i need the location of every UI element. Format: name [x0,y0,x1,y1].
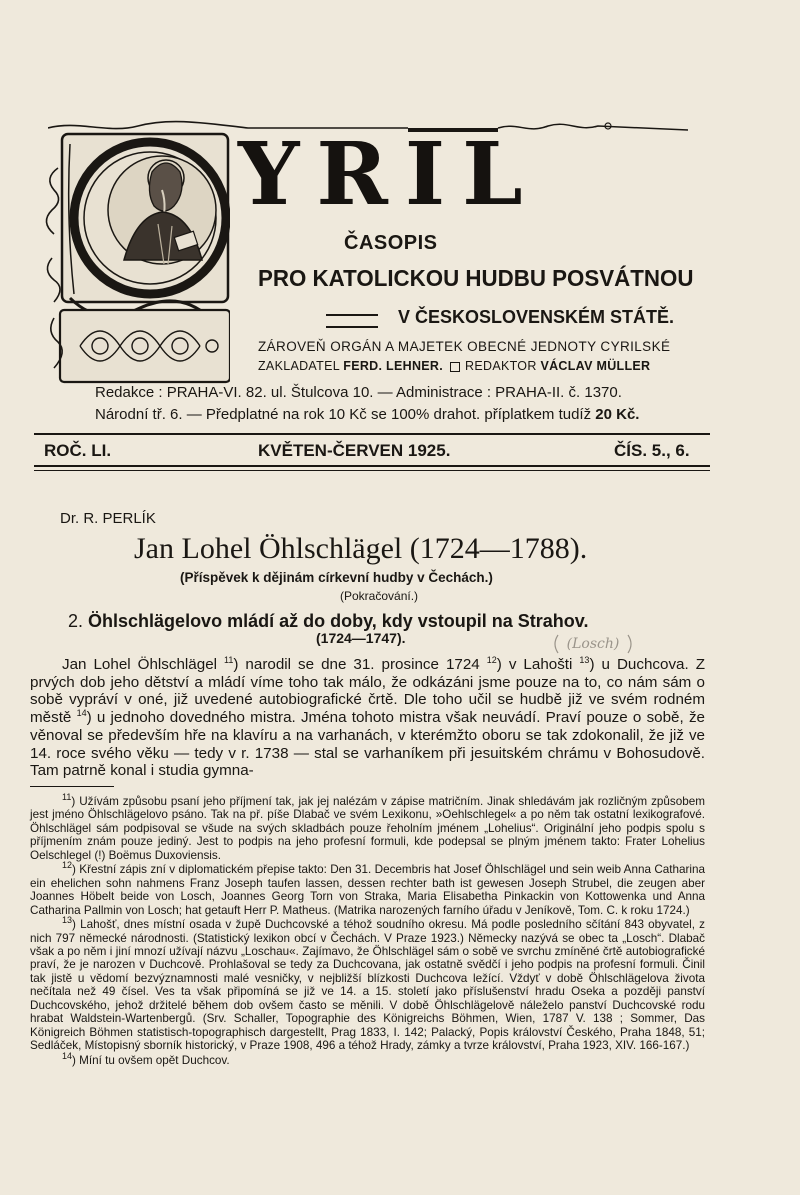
price-total: 20 Kč. [595,406,640,423]
footnote-11: $^{11}$) Užívám způsobu psaní jeho příjmení tak, jak jej nalézám v zápise matričním. Jinak shledávám jak rozličným způsobem jest jméno Öhlschlägelovo psáno. Tak na př. píše Dlabač ve svém Lexikonu, »Oehlschlegel« a po něm tak ostatní lexikografové. Öhlschlägel sám podpisoval se všude na svých skladbách pouze řeholním jménem „Lohelius“. Originální jeho podpis spolu s příjmením znám pouze jediný. Jest to podpis na jeho profesní formuli, kde podepsal se plným jménem takto: Frater Lohelius Oelschlegel (!) Boëmus Duxoviensis. [30,792,705,862]
founder-line [258,359,650,373]
article-title: Jan Lohel Öhlschlägel (1724—1788). [134,532,588,565]
text-run: ) u jednoho dovedného mistra. Jména tohoto mistra však neuvádí. Praví pouze o sobě, že věnoval se především hře na klavíru a na varhanách, v kterémžto oboru se tak zdokonalil, že již ve 14. roce svého věku — tedy v r. 1738 — stal se varhaníkem při jesuitském chrámu v Bohosudově. Tam patrně konal i studia gymna- [30,709,705,780]
organ-line: ZÁROVEŇ ORGÁN A MAJETEK OBECNÉ JEDNOTY CYRILSKÉ [258,339,671,354]
pencil-annotation [552,631,634,657]
footnote-ref: 11 [224,654,234,665]
footnote-ref: 12 [486,654,497,665]
footnote-text: Lahošť, dnes místní osada v župě Duchcovské a téhož soudního okresu. Má podle posledního sčítání 843 obyvatel, z nich 797 německé národnosti. (Statistický lexikon obcí v Čechách. V Praze 1923.) Německy nazývá se obec ta „Losch“. Dlabač však a po něm i jiní mnozí užívají názvu „Loschau«. Zajímavo, že Öhlschlägel sám o sobě ve svrchu zmíněné črtě autobiografické praví, že je narozen v Duchcově. Prohlašoval se tedy za Duchcovana, jak ostatně svědčí i jeho podpis na profesní formuli. Činil tak jistě u vědomí bezvýznamnosti malé vesničky, v nejbližší blízkosti Duchcova ležící. Vždyť v době Öhlschlägelova života nečítala než 49 čísel. Ves ta však připomíná se již ve 14. a 15. století jako příslušenství hradu Oseka a později panství Duchcovského, jehož držitelé během dob ovšem často se měnili. V době Öhlschlägelově náleželo panství Duchcovské rodu hrabat Waldstein-Wartenbergů. (Srv. Schaller, Topographie des Königreichs Böhmen, Wien, 1787 V. 138 ; Sommer, Das Königreich Böhmen statistisch-topographisch dargestellt, Prag 1833, I. 142; Palacký, Popis království Českého, Praha 1848, 51; Sedláček, Místopisný sborník historický, v Praze 1908, 496 a téhož Hrady, zámky a tvrze království, Praha 1923, XIV. 166-167.) [30,918,705,1053]
footnotes [30,792,706,1068]
footnote-text: Křestní zápis zní v diplomatickém přepise takto: Den 31. Decembris hat Josef Öhlschlägel und sein weib Anna Catharina ein ehelichen sohn nahmens Franz Joseph taufen lassen, dessen rechter bath ist gewesen Joseph Strubel, die zeugen aber Joannes Höbelt beide von Losch, Joannes Georg Torn von Straka, Maria Elisabetha Pinkackin von Kottowenka und Anna Catharina Pallmin von Losch; hat getauft Herr P. Matheus. (Matrika narozených farního úřadu v Jeníkově, Tom. C. k roku 1724.) [30,863,706,917]
text-run: ) narodil se dne 31. prosince 1724 [233,656,480,673]
issue-rule-top [34,433,710,435]
footnote-text: Užívám způsobu psaní jeho příjmení tak, jak jej nalézám v zápise matričním. Jinak shledávám jak rozličným způsobem jest jméno Öhlschlägelovo psáno. Tak na př. píše Dlabač ve svém Lexikonu, »Oehlschlegel« a po něm tak ostatní lexikografové. Öhlschlägel sám podpisoval se všude na svých skladbách pouze řeholním jménem „Lohelius“. Originální jeho podpis spolu s příjmením znám pouze jediný. Jest to podpis na jeho profesní formuli, kde podepsal se plným jménem takto: Frater Lohelius Oelschlegel (!) Boëmus Duxoviensis. [30,795,705,862]
footnote-ref: 13 [579,654,590,665]
journal-title-visible: YRIL [238,124,540,225]
section-years: (1724—1747). [316,630,406,646]
article-paragraph [30,656,705,780]
footnote-mark: 14 [62,1050,73,1061]
section-number: 2. [68,611,84,631]
price-line [95,406,639,423]
article-author: Dr. R. PERLÍK [60,510,156,527]
saint-emblem-logo [40,128,230,390]
issue-volume: ROČ. LI. [44,441,112,460]
footnote-mark: 11 [62,792,72,803]
issue-rule-bottom-thin [34,470,710,471]
footnote-13: $^{13}$) Lahošť, dnes místní osada v župě Duchcovské a téhož soudního okresu. Má podle posledního sčítání 843 obyvatel, z nich 797 německé národnosti. (Statistický lexikon obcí v Čechách. V Praze 1923.) Německy nazývá se obec ta „Losch“. Dlabač však a po něm i jiní mnozí užívají názvu „Loschau«. Zajímavo, že Öhlschlägel sám o sobě ve svrchu zmíněné črtě autobiografické praví, že je narozen v Duchcově. Prohlašoval se tedy za Duchcovana, jak ostatně svědčí i jeho podpis na profesní formuli. Činil tak jistě u vědomí bezvýznamnosti malé vesničky, v nejbližší blízkosti Duchcova ležící. Vždyť v době Öhlschlägelova života nečítala než 49 čísel. Ves ta však připomíná se již ve 14. a 15. století jako příslušenství hradu Oseka a později panství Duchcovského, jehož držitelé během dob ovšem často se měnili. V době Öhlschlägelově náleželo panství Duchcovské rodu hrabat Waldstein-Wartenbergů. (Srv. Schaller, Topographie des Königreichs Böhmen, Wien, 1787 V. 138 ; Sommer, Das Königreich Böhmen statistisch-topographisch dargestellt, Prag 1833, I. 142; Palacký, Popis království Českého, Praha 1848, 51; Sedláček, Místopisný sborník historický, v Praze 1908, 496 a téhož Hrady, zámky a tvrze království, Praha 1923, XIV. 166-167.) [30,915,705,1053]
footnote-ref: 14 [76,708,87,719]
text-run: ) v Lahošti [496,656,573,673]
article-continuation: (Pokračování.) [340,589,419,603]
pencil-text: (Losch) [566,636,620,652]
footnote-14: $^{14}$) Míní tu ovšem opět Duchcov. [62,1050,230,1067]
issue-date: KVĚTEN-ČERVEN 1925. [258,441,451,460]
footnote-mark: 12 [62,860,73,871]
price-text: Národní tř. 6. — Předplatné na rok 10 Kč se 100% drahot. příplatkem tudíž [95,406,592,423]
subtitle-pro-katolickou: PRO KATOLICKOU HUDBU POSVÁTNOU [258,265,694,291]
subtitle-casopis: ČASOPIS [344,232,438,254]
square-separator-icon [450,362,460,372]
editor-name: VÁCLAV MÜLLER [540,359,651,373]
text-run: Jan Lohel Öhlschlägel [62,656,218,673]
text-run: ) u Duchcova. Z prvých dob jeho dětství a mládí víme toho tak málo, že odkázáni jsme pouze na to, co nám sám o sobě vypráví v oné, již uvedené autobiografické črtě. Dle toho učil se hudbě již ve svém rodném městě [30,656,705,727]
subtitle-double-rule [326,314,378,328]
issue-rule-bottom [34,465,710,467]
footnote-text: Míní tu ovšem opět Duchcov. [79,1053,230,1067]
footnote-divider [30,786,114,787]
editor-prefix: REDAKTOR [465,359,537,373]
section-heading [68,611,588,632]
footnote-12: $^{12}$) Křestní zápis zní v diplomatickém přepise takto: Den 31. Decembris hat Josef Öhlschlägel und sein weib Anna Catharina ein ehelichen sohn nahmens Franz Joseph taufen lassen, dessen rechter bath ist gewesen Joseph Strubel, die zeugen aber Joannes Höbelt beide von Losch, Joannes Georg Torn von Straka, Maria Elisabetha Pinkackin von Kottowenka und Anna Catharina Pallmin von Losch; hat getauft Herr P. Matheus. (Matrika narozených farního úřadu v Jeníkově, Tom. C. k roku 1724.) [30,860,706,917]
issue-number: ČÍS. 5., 6. [614,441,690,460]
subtitle-state: V ČESKOSLOVENSKÉM STÁTĚ. [398,307,675,327]
founder-prefix: ZAKLADATEL [258,359,340,373]
section-title: Öhlschlägelovo mládí až do doby, kdy vstoupil na Strahov. [88,611,589,631]
article-body [30,656,705,780]
footnote-mark: 13 [62,915,73,926]
address-line: Redakce : PRAHA-VI. 82. ul. Štulcova 10. — Administrace : PRAHA-II. č. 1370. [95,384,622,401]
founder-name: FERD. LEHNER. [343,359,444,373]
article-subtitle: (Příspěvek k dějinám církevní hudby v Čechách.) [180,570,493,585]
